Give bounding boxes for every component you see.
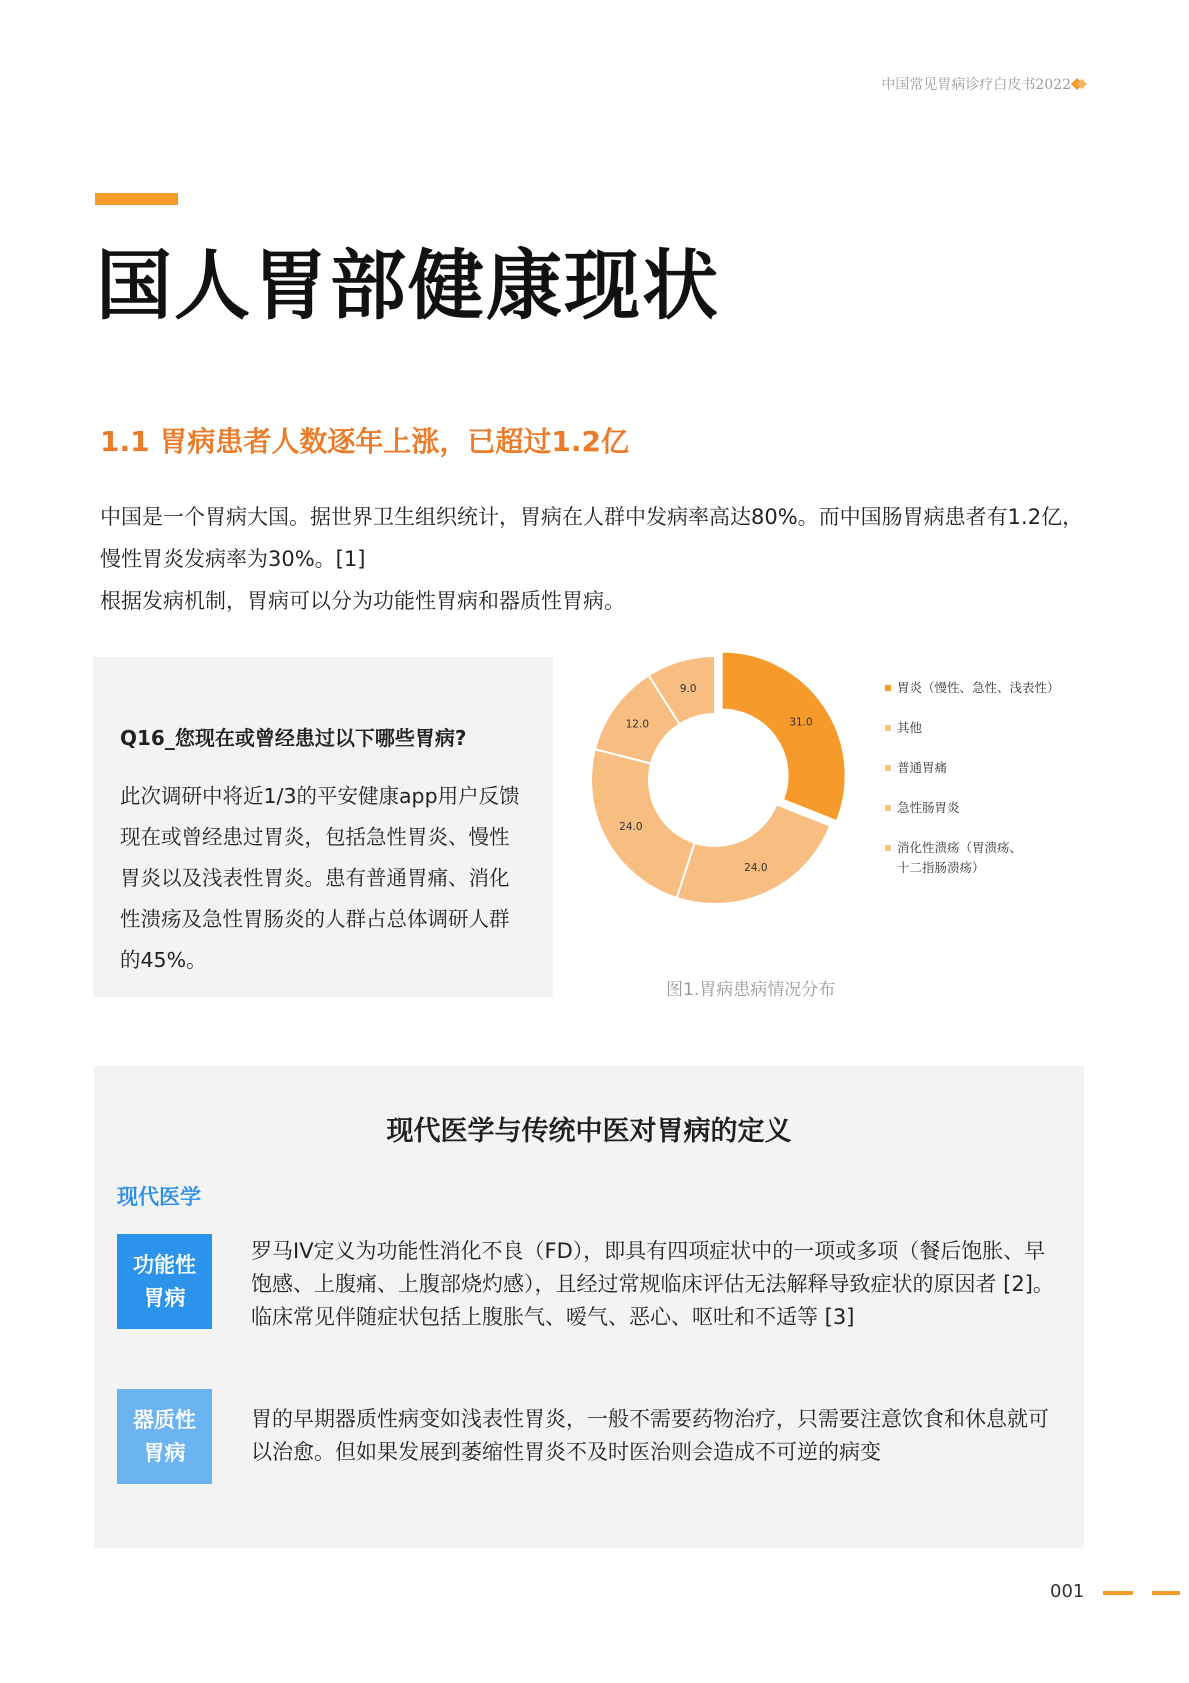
legend-label: 急性肠胃炎: [897, 800, 960, 815]
tag-line: 功能性: [133, 1252, 196, 1277]
document-header-title: 中国常见胃病诊疗白皮书2022: [881, 77, 1071, 93]
survey-question: Q16_您现在或曾经患过以下哪些胃病?: [120, 726, 467, 750]
definitions-title: 现代医学与传统中医对胃病的定义: [386, 1116, 792, 1147]
legend-label: 胃炎（慢性、急性、浅表性）: [897, 680, 1060, 695]
legend-item: [885, 758, 947, 778]
slice-value-label: 9.0: [679, 682, 697, 695]
legend-item: [885, 718, 922, 738]
legend-item: [885, 838, 1022, 878]
legend-label: 消化性溃疡（胃溃疡、: [897, 840, 1023, 855]
intro-text: [100, 496, 1095, 622]
legend-swatch-icon: [885, 685, 891, 691]
legend-swatch-icon: [885, 765, 891, 771]
donut-chart: [575, 650, 865, 920]
slice-value-label: 31.0: [789, 716, 813, 729]
legend-swatch-icon: [885, 805, 891, 811]
page-title: 国人胃部健康现状: [96, 241, 720, 330]
intro-paragraph-1: 中国是一个胃病大国。据世界卫生组织统计，胃病在人群中发病率高达80%。而中国肠胃病患者有1.2亿，慢性胃炎发病率为30%。[1]: [100, 505, 1084, 571]
section-heading: 1.1 胃病患者人数逐年上涨，已超过1.2亿: [100, 425, 629, 458]
slice-value-label: 12.0: [625, 718, 650, 731]
tag-line: 胃病: [143, 1440, 186, 1465]
legend-label: 普通胃痛: [897, 760, 948, 775]
organic-gastric-definition: 胃的早期器质性病变如浅表性胃炎，一般不需要药物治疗，只需要注意饮食和休息就可以治愈。但如果发展到萎缩性胃炎不及时医治则会造成不可逆的病变: [251, 1407, 1049, 1464]
legend-swatch-icon: [885, 845, 891, 851]
legend-label: 十二指肠溃疡）: [897, 860, 985, 875]
organic-gastric-tag: [117, 1389, 212, 1484]
footer-dash: [1152, 1591, 1180, 1595]
tag-line: 胃病: [143, 1285, 186, 1310]
definitions-subtitle: 现代医学: [117, 1185, 201, 1209]
footer-dash: [1103, 1591, 1133, 1595]
legend-item: [885, 798, 960, 818]
intro-paragraph-2: 根据发病机制，胃病可以分为功能性胃病和器质性胃病。: [100, 589, 625, 613]
chart-caption: 图1.胃病患病情况分布: [666, 980, 836, 1000]
diamond-logo-icon: [1071, 77, 1089, 91]
functional-gastric-definition: 罗马IV定义为功能性消化不良（FD），即具有四项症状中的一项或多项（餐后饱胀、早饱感、上腹痛、上腹部烧灼感），且经过常规临床评估无法解释导致症状的原因者 [2]。临床常见伴随症状包括上腹胀气、嗳气、恶心、呕吐和不适等 [3]: [251, 1239, 1054, 1329]
donut-slice: [677, 804, 831, 904]
legend-label: 其他: [897, 720, 923, 735]
title-accent-bar: [95, 193, 178, 205]
functional-gastric-tag: [117, 1234, 212, 1329]
slice-value-label: 24.0: [744, 861, 768, 874]
legend-item: [885, 678, 1060, 698]
survey-answer: 此次调研中将近1/3的平安健康app用户反馈现在或曾经患过胃炎，包括急性胃炎、慢性胃炎以及浅表性胃炎。患有普通胃痛、消化性溃疡及急性胃肠炎的人群占总体调研人群的45%。: [120, 784, 520, 972]
donut-slice: [591, 749, 695, 898]
tag-line: 器质性: [133, 1407, 196, 1432]
page-number: 001: [1050, 1581, 1085, 1602]
slice-value-label: 24.0: [619, 821, 643, 834]
donut-slice: [722, 652, 846, 822]
legend-swatch-icon: [885, 725, 891, 731]
